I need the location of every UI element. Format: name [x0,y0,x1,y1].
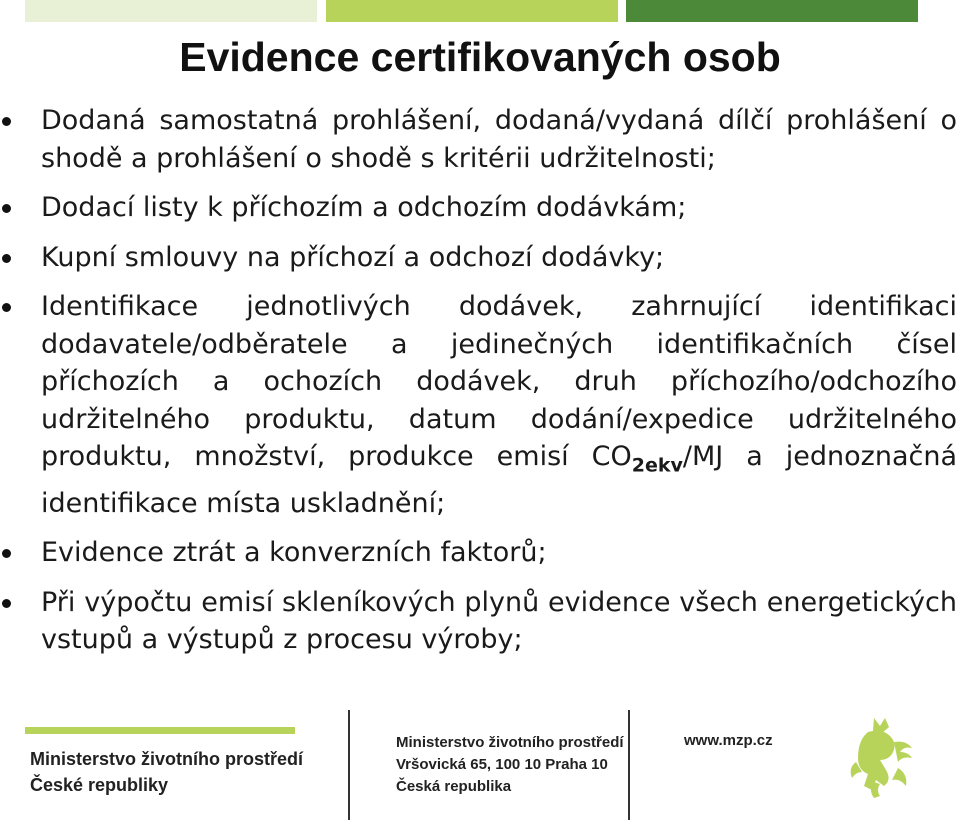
czech-lion-icon [838,712,926,802]
bullet-list [0,102,960,671]
header-bar-dark [626,0,918,22]
bullet-item-purchase-contracts: Kupní smlouvy na příchozí a odchozí dodávky; [0,239,960,277]
header-bar-mid [326,0,618,22]
footer-address [396,732,624,798]
footer-divider [348,710,350,820]
identification-text-end: /MJ a jednoznačná identifikace místa uskladnění; [41,441,957,519]
bullet-item-delivery-notes: Dodací listy k příchozím a odchozím dodávkám; [0,189,960,227]
bullet-item-identification [0,288,960,522]
footer-divider [628,710,630,820]
ministry-logo-text [30,746,303,798]
website-link[interactable]: www.mzp.cz [684,732,773,749]
ministry-name: Ministerstvo životního prostředí [30,749,304,769]
address-country: Česká republika [396,778,512,795]
bullet-item-emissions: Při výpočtu emisí skleníkových plynů evidence všech energetických vstupů a výstupů z procesu výroby; [0,584,960,659]
page-title: Evidence certifikovaných osob [179,34,781,80]
co2-subscript: 2ekv [631,454,683,477]
bullet-item-declarations: Dodaná samostatná prohlášení, dodaná/vydaná dílčí prohlášení o shodě a prohlášení o shodě s kritérii udržitelnosti; [0,102,960,177]
footer-accent-bar [25,727,295,734]
header-bar-light [25,0,317,22]
identification-text: Identifikace jednotlivých dodávek, zahrnující identifikaci dodavatele/odběratele a jedinečných identifikačních čísel příchozích a ochozích dodávek, druh příchozího/odchozího udržitelného produktu, datum dodání/expedice udržitelného produktu, množství, produkce emisí CO [41,291,957,472]
address-street: Vršovická 65, 100 10 Praha 10 [396,756,608,773]
address-name: Ministerstvo životního prostředí [396,734,624,751]
bullet-item-losses: Evidence ztrát a konverzních faktorů; [0,534,960,572]
ministry-country: České republiky [30,775,169,795]
